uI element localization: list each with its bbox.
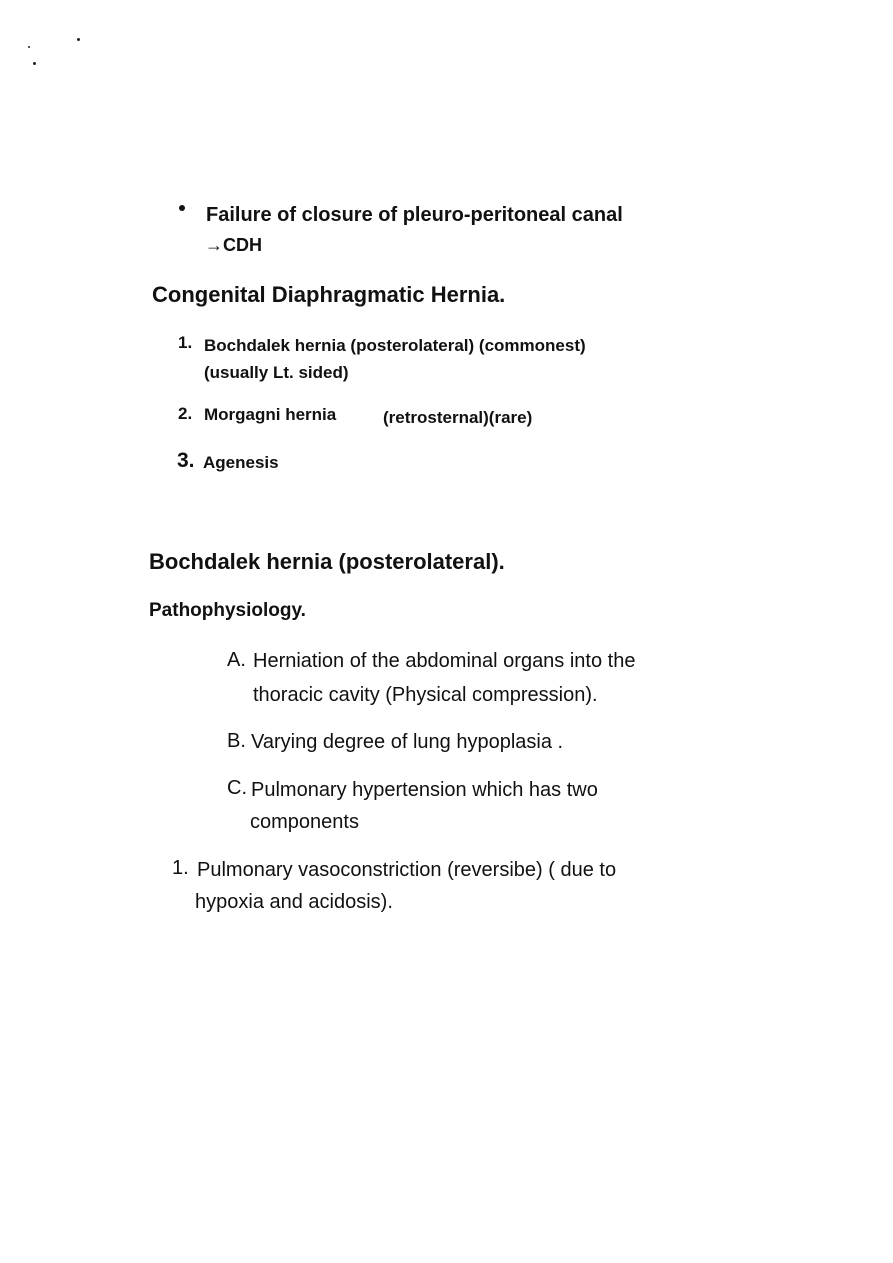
component-1-num: 1. [172,857,189,879]
point-b-letter: B. [227,730,246,752]
intro-bullet-line1: Failure of closure of pleuro-peritoneal canal [206,204,623,226]
bullet-icon [179,205,185,211]
pathophysiology-heading: Pathophysiology. [149,600,306,621]
point-b-line1: Varying degree of lung hypoplasia . [251,731,564,753]
point-a-letter: A. [227,649,246,671]
scan-speck [33,62,36,65]
cdh-item-2-name: Morgagni hernia [204,405,337,424]
scan-speck [28,46,30,48]
cdh-item-2-detail: (retrosternal)(rare) [383,408,533,427]
cdh-heading: Congenital Diaphragmatic Hernia. [152,282,506,307]
scan-speck [77,38,80,41]
cdh-item-3-num: 3. [177,449,195,472]
cdh-item-1-num: 1. [178,333,193,352]
point-a-line2: thoracic cavity (Physical compression). [253,684,598,706]
cdh-item-3-name: Agenesis [203,453,279,472]
point-a-line1: Herniation of the abdominal organs into the [253,650,636,672]
point-c-line2: components [250,811,359,833]
component-1-line1: Pulmonary vasoconstriction (reversibe) ( due to [197,859,617,881]
cdh-item-1-line2: (usually Lt. sided) [204,363,349,382]
bochdalek-heading: Bochdalek hernia (posterolateral). [149,549,505,574]
point-c-letter: C. [227,777,247,799]
point-c-line1: Pulmonary hypertension which has two [251,779,598,801]
cdh-item-2-num: 2. [178,404,193,423]
component-1-line2: hypoxia and acidosis). [195,891,393,913]
cdh-item-1-line1: Bochdalek hernia (posterolateral) (commonest) [204,336,586,355]
intro-bullet-line2: →CDH [205,235,262,255]
